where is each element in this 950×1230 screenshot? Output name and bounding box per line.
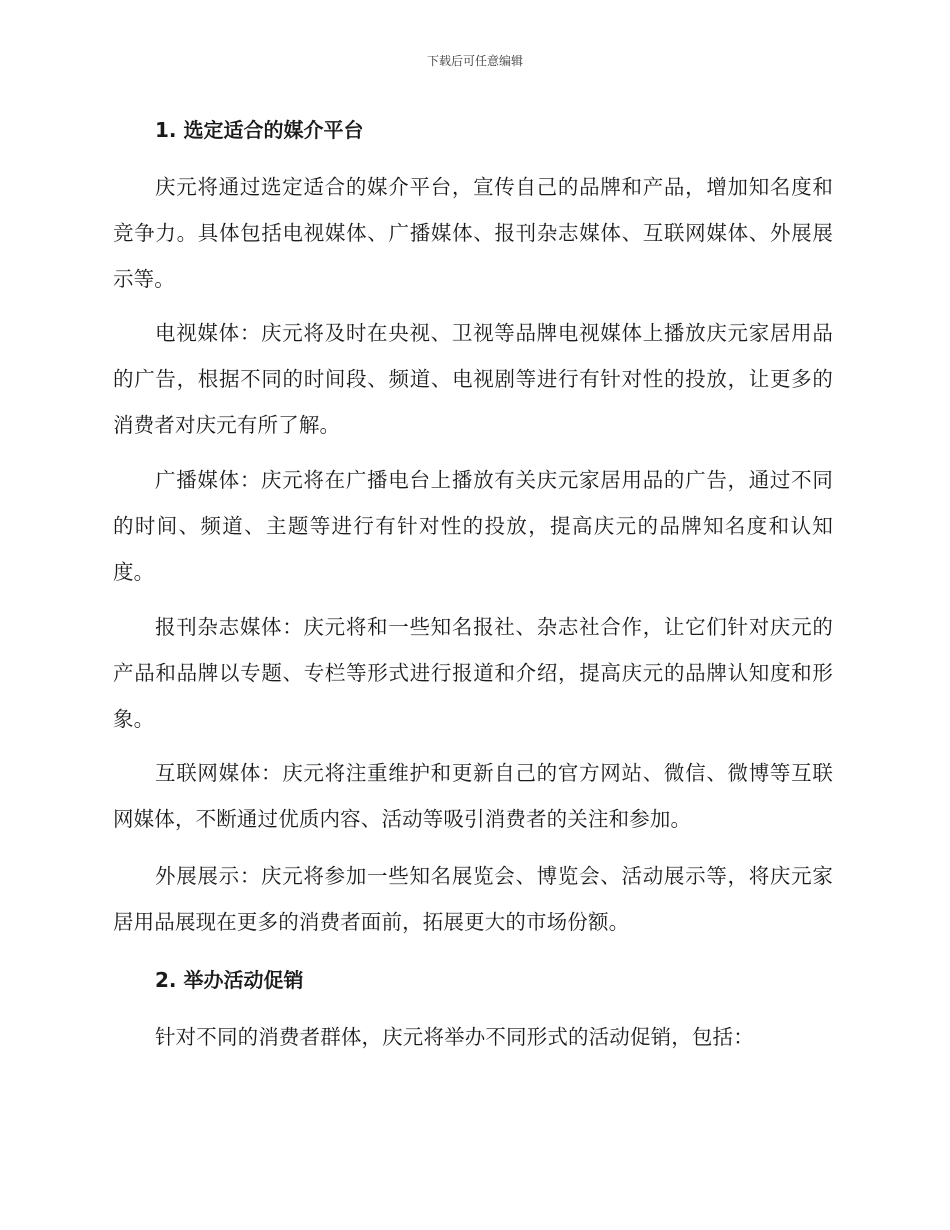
section-heading-1: 1. 选定适合的媒介平台	[155, 118, 364, 142]
paragraph-promotion-intro: 针对不同的消费者群体，庆元将举办不同形式的活动促销，包括：	[155, 1025, 754, 1049]
paragraph-internet-media: 互联网媒体：庆元将注重维护和更新自己的官方网站、微信、微博等互联网媒体，不断通过优质内容、活动等吸引消费者的关注和参加。	[113, 761, 833, 831]
page-header: 下载后可任意编辑	[426, 54, 523, 68]
paragraph-radio-media: 广播媒体：庆元将在广播电台上播放有关庆元家居用品的广告，通过不同的时间、频道、主题等进行有针对性的投放，提高庆元的品牌知名度和认知度。	[113, 468, 833, 584]
paragraph-intro: 庆元将通过选定适合的媒介平台，宣传自己的品牌和产品，增加知名度和竞争力。具体包括电视媒体、广播媒体、报刊杂志媒体、互联网媒体、外展展示等。	[113, 175, 833, 291]
paragraph-print-media: 报刊杂志媒体：庆元将和一些知名报社、杂志社合作，让它们针对庆元的产品和品牌以专题、专栏等形式进行报道和介绍，提高庆元的品牌认知度和形象。	[113, 615, 833, 731]
section-heading-2: 2. 举办活动促销	[155, 968, 304, 992]
paragraph-tv-media: 电视媒体：庆元将及时在央视、卫视等品牌电视媒体上播放庆元家居用品的广告，根据不同的时间段、频道、电视剧等进行有针对性的投放，让更多的消费者对庆元有所了解。	[113, 321, 833, 437]
paragraph-exhibition: 外展展示：庆元将参加一些知名展览会、博览会、活动展示等，将庆元家居用品展现在更多的消费者面前，拓展更大的市场份额。	[113, 864, 833, 934]
